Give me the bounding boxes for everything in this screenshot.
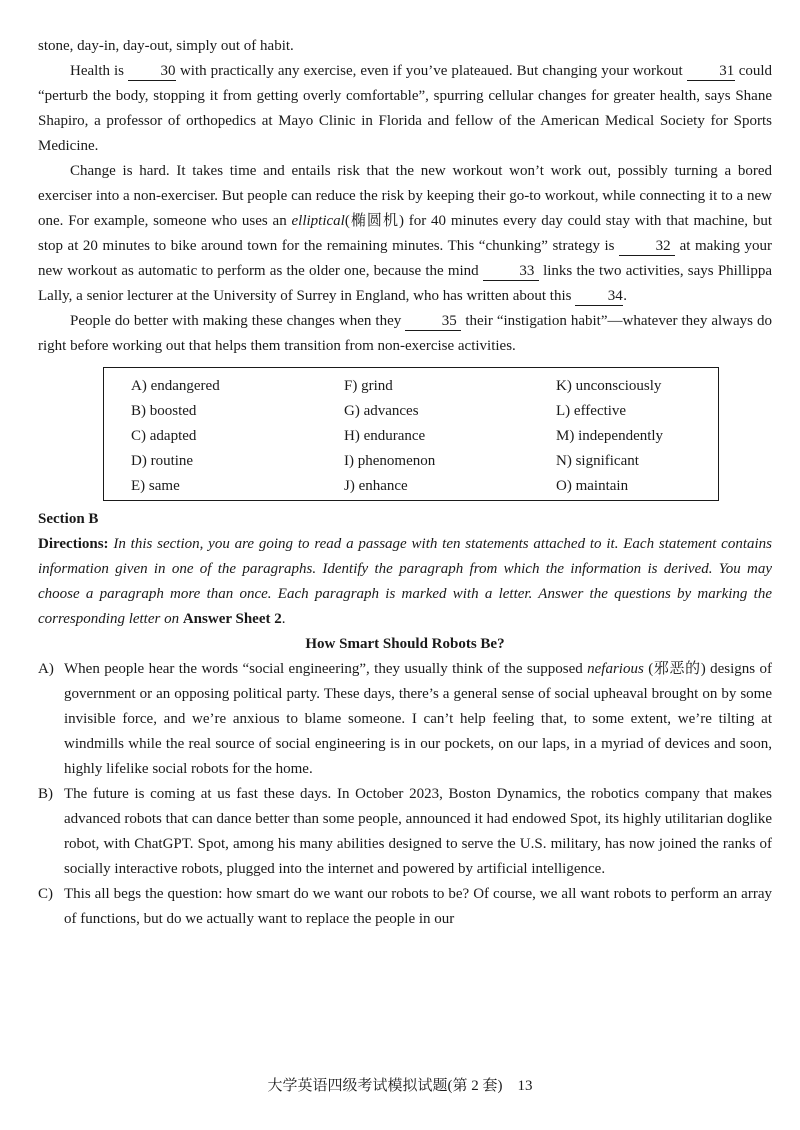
elliptical-term: elliptical — [291, 213, 345, 229]
page-body — [38, 34, 772, 932]
passage-paragraph-1: Health is 30 with practically any exercise, even if you’ve plateaued. But changing your workout 31 could “perturb the body, stopping it from getting overly comfortable”, spurring cellular changes for greater health, says Shane Shapiro, a professor of orthopedics at Mayo Clinic in Florida and fellow of the American Medical Society for Sports Medicine. — [38, 63, 773, 154]
paragraph-c: C) This all begs the question: how smart do we want our robots to be? Of course, we all want robots to perform an array of functions, but do we actually want to replace the people in our — [38, 882, 772, 932]
option-m: M) independently — [556, 428, 664, 444]
option-k: K) unconsciously — [556, 378, 662, 394]
blank-33[interactable]: 33 — [483, 262, 539, 281]
paragraph-b: B) The future is coming at us fast these days. In October 2023, Boston Dynamics, the robotics company that makes advanced robots that can dance better than some people, announced it had endowed Spot, its highly utilitarian doglike robot, with ChatGPT. Spot, among his many abilities designed to serve the U.S. military, has now joined the ranks of socially interactive robots, plugged into the internet and powered by artificial intelligence. — [38, 782, 772, 882]
option-d: D) routine — [131, 453, 194, 469]
paragraph-letter: B) — [38, 786, 53, 802]
paragraph-a: A) When people hear the words “social engineering”, they usually think of the supposed nefarious (邪恶的) designs of government or an opposing political party. These days, there’s a general sense of social upheaval brought on by some invisible force, and we’re anxious to blame someone. I can’t help feeling that, to some extent, we’re tilting at windmills while the real source of social engineering is in our pockets, on our laps, in a myriad of devices and soon, highly lifelike social robots for the home. — [38, 657, 772, 782]
option-o: O) maintain — [556, 478, 629, 494]
word-bank-column-2 — [344, 374, 435, 499]
paragraph-letter: A) — [38, 661, 54, 677]
option-e: E) same — [131, 478, 180, 494]
option-f: F) grind — [344, 378, 393, 394]
blank-31[interactable]: 31 — [687, 62, 735, 81]
passage-paragraph-0: stone, day-in, day-out, simply out of habit. — [38, 38, 294, 54]
option-h: H) endurance — [344, 428, 426, 444]
section-b-title: Section B — [38, 511, 99, 527]
option-c: C) adapted — [131, 428, 197, 444]
blank-35[interactable]: 35 — [405, 312, 461, 331]
blank-30[interactable]: 30 — [128, 62, 176, 81]
passage-paragraph-3: People do better with making these changes when they 35 their “instigation habit”—whatever they always do right before working out that helps them transition from non-exercise activities. — [38, 313, 773, 354]
passage-paragraph-2: Change is hard. It takes time and entails risk that the new workout won’t work out, possibly turning a bored exerciser into a non-exerciser. But people can reduce the risk by keeping their go-to workout, while connecting it to a new one. For example, someone who uses an elliptical(椭圆机) for 40 minutes every day could stay with that machine, but stop at 20 minutes to bike around town for the remaining minutes. This “chunking” strategy is 32 at making your new workout as automatic to perform as the older one, because the mind 33 links the two activities, says Phillippa Lally, a senior lecturer at the University of Surrey in England, who has written about this 34. — [38, 163, 773, 304]
directions: Directions: In this section, you are going to read a passage with ten statements attached to it. Each statement contains information given in one of the paragraphs. Identify the paragraph from which the information is derived. You may choose a paragraph more than once. Each paragraph is marked with a letter. Answer the questions by marking the corresponding letter on Answer Sheet 2. — [38, 536, 773, 627]
paragraph-letter: C) — [38, 886, 53, 902]
directions-label: Directions: — [38, 536, 109, 552]
option-g: G) advances — [344, 403, 419, 419]
article-title: How Smart Should Robots Be? — [305, 636, 505, 652]
option-b: B) boosted — [131, 403, 197, 419]
word-bank-column-1 — [131, 374, 220, 499]
word-bank-column-3 — [556, 374, 663, 499]
blank-32[interactable]: 32 — [619, 237, 675, 256]
page-footer: 大学英语四级考试模拟试题(第 2 套) 13 — [267, 1078, 533, 1094]
option-n: N) significant — [556, 453, 639, 469]
option-i: I) phenomenon — [344, 453, 436, 469]
option-l: L) effective — [556, 403, 627, 419]
blank-34[interactable]: 34 — [575, 287, 623, 306]
word-bank-box — [103, 367, 719, 501]
option-a: A) endangered — [131, 378, 220, 394]
option-j: J) enhance — [344, 478, 408, 494]
